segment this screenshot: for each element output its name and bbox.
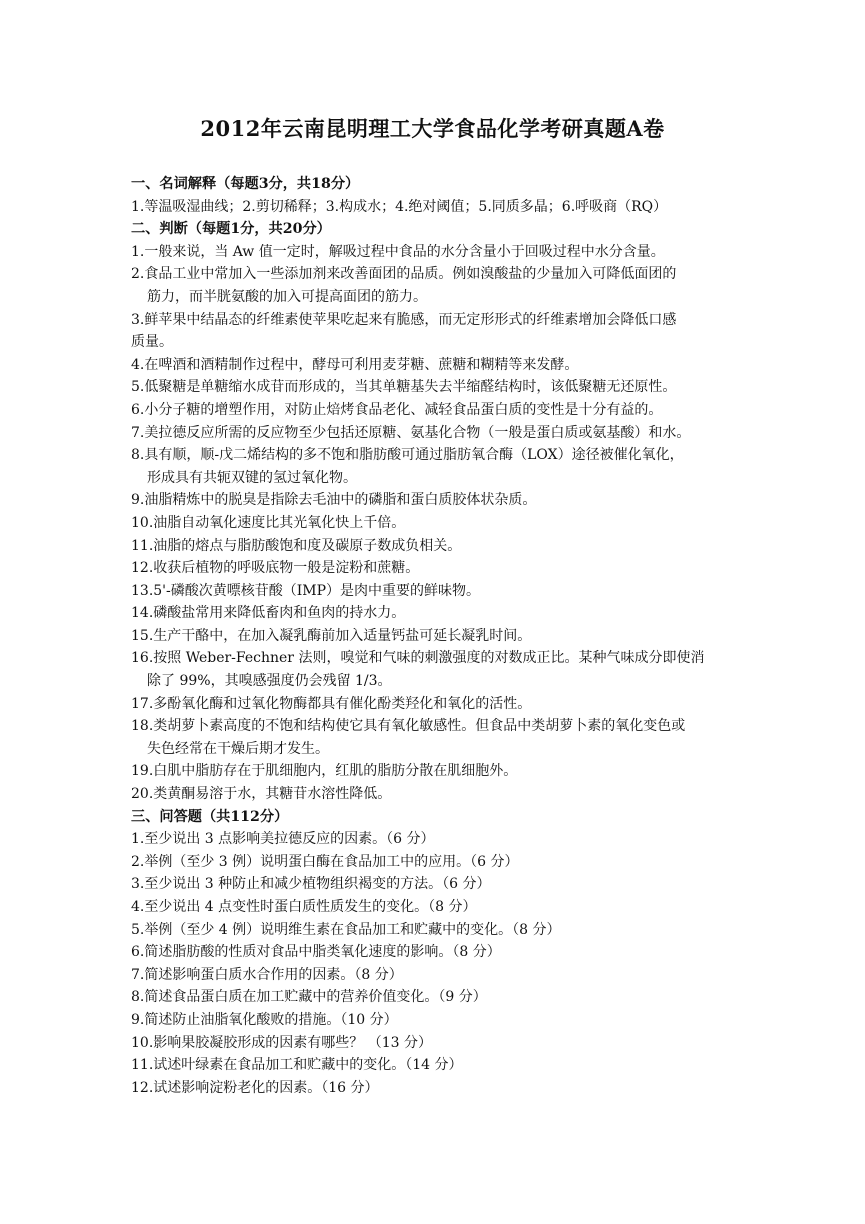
exam-content: [131, 173, 741, 1099]
judgment-item-continuation: 质量。: [131, 334, 173, 351]
question-item: 9.简述防止油脂氧化酸败的措施。（10 分）: [131, 1011, 398, 1028]
question-item: 2.举例（至少 3 例）说明蛋白酶在食品加工中的应用。（6 分）: [131, 853, 519, 870]
judgment-item: [131, 263, 741, 308]
judgment-item: [131, 783, 741, 806]
question-item: 12.试述影响淀粉老化的因素。（16 分）: [131, 1079, 379, 1096]
judgment-item-continuation: 除了 99%，其嗅感强度仍会残留 1/3。: [147, 673, 392, 690]
judgment-item: [131, 602, 741, 625]
section2-heading: 二、判断（每题1分，共20分）: [131, 221, 331, 238]
section1-heading: 一、名词解释（每题3分，共18分）: [131, 176, 360, 192]
judgment-item-text: 5.低聚糖是单糖缩水成苷而形成的，当其单糖基失去半缩醛结构时，该低聚糖无还原性。: [131, 379, 677, 396]
judgment-item: [131, 535, 741, 558]
judgment-item-text: 9.油脂精炼中的脱臭是指除去毛油中的磷脂和蛋白质胶体状杂质。: [131, 492, 537, 509]
judgment-item-text: 11.油脂的熔点与脂肪酸饱和度及碳原子数成负相关。: [131, 537, 462, 554]
judgment-item: [131, 715, 741, 760]
question-item: 10.影响果胶凝胶形成的因素有哪些？ （13 分）: [131, 1034, 432, 1051]
judgment-item-text: 7.美拉德反应所需的反应物至少包括还原糖、氨基化合物（一般是蛋白质或氨基酸）和水。: [131, 424, 691, 441]
judgment-item: [131, 693, 741, 716]
judgment-item-text: 14.磷酸盐常用来降低畜肉和鱼肉的持水力。: [131, 605, 406, 622]
judgment-item-text: 18.类胡萝卜素高度的不饱和结构使它具有氧化敏感性。但食品中类胡萝卜素的氧化变色或: [131, 718, 686, 735]
question-item: 7.简述影响蛋白质水合作用的因素。（8 分）: [131, 966, 403, 983]
judgment-item-text: 8.具有顺，顺-戊二烯结构的多不饱和脂肪酸可通过脂肪氧合酶（LOX）途径被催化氧化，: [131, 447, 684, 464]
judgment-item: [131, 241, 741, 264]
judgment-item-text: 20.类黄酮易溶于水，其糖苷水溶性降低。: [131, 786, 392, 803]
question-item: 3.至少说出 3 种防止和减少植物组织褐变的方法。（6 分）: [131, 876, 491, 893]
question-item: 1.至少说出 3 点影响美拉德反应的因素。（6 分）: [131, 831, 435, 848]
question-item: 11.试述叶绿素在食品加工和贮藏中的变化。（14 分）: [131, 1057, 463, 1074]
judgment-item: [131, 580, 741, 603]
judgment-item-continuation: 失色经常在干燥后期才发生。: [147, 740, 329, 757]
judgment-item-text: 4.在啤酒和酒精制作过程中，酵母可利用麦芽糖、蔗糖和糊精等来发酵。: [131, 356, 579, 373]
section3-list: [131, 828, 741, 1099]
judgment-item-text: 15.生产干酪中，在加入凝乳酶前加入适量钙盐可延长凝乳时间。: [131, 627, 532, 644]
judgment-item: [131, 309, 741, 354]
judgment-item-continuation: 形成具有共轭双键的氢过氧化物。: [147, 469, 357, 486]
judgment-item-text: 19.白肌中脂肪存在于肌细胞内，红肌的脂肪分散在肌细胞外。: [131, 763, 518, 780]
question-item: 4.至少说出 4 点变性时蛋白质性质发生的变化。（8 分）: [131, 899, 477, 915]
judgment-item: [131, 512, 741, 535]
judgment-item-text: 3.鲜苹果中结晶态的纤维素使苹果吃起来有脆感，而无定形形式的纤维素增加会降低口感: [131, 311, 677, 328]
section2-list: [131, 241, 741, 806]
judgment-item: [131, 422, 741, 445]
question-item: 8.简述食品蛋白质在加工贮藏中的营养价值变化。（9 分）: [131, 989, 487, 1006]
question-item: 5.举例（至少 4 例）说明维生素在食品加工和贮藏中的变化。（8 分）: [131, 921, 561, 938]
judgment-item: [131, 647, 741, 692]
question-item: 6.简述脂肪酸的性质对食品中脂类氧化速度的影响。（8 分）: [131, 944, 501, 961]
judgment-item: [131, 354, 741, 377]
judgment-item-text: 6.小分子糖的增塑作用，对防止焙烤食品老化、减轻食品蛋白质的变性是十分有益的。: [131, 401, 663, 418]
judgment-item: [131, 625, 741, 648]
judgment-item: [131, 376, 741, 399]
judgment-item-continuation: 筋力，而半胱氨酸的加入可提高面团的筋力。: [147, 288, 427, 305]
judgment-item-text: 2.食品工业中常加入一些添加剂来改善面团的品质。例如溴酸盐的少量加入可降低面团的: [131, 266, 677, 283]
judgment-item-text: 12.收获后植物的呼吸底物一般是淀粉和蔗糖。: [131, 560, 420, 577]
judgment-item-text: 1.一般来说，当 Aw 值一定时，解吸过程中食品的水分含量小于回吸过程中水分含量。: [131, 243, 665, 260]
judgment-item-text: 13.5'-磷酸次黄嘌核苷酸（IMP）是肉中重要的鲜味物。: [131, 582, 481, 599]
judgment-item: [131, 489, 741, 512]
judgment-item-text: 16.按照 Weber-Fechner 法则，嗅觉和气味的刺激强度的对数成正比。某种气味成分即使消: [131, 650, 705, 667]
judgment-item-text: 17.多酚氧化酶和过氧化物酶都具有催化酚类羟化和氧化的活性。: [131, 695, 532, 712]
judgment-item: [131, 557, 741, 580]
judgment-item: [131, 399, 741, 422]
judgment-item-text: 10.油脂自动氧化速度比其光氧化快上千倍。: [131, 514, 406, 531]
judgment-item: [131, 760, 741, 783]
judgment-item: [131, 444, 741, 489]
section3-heading: 三、问答题（共112分）: [131, 808, 289, 825]
section1-terms: 1.等温吸湿曲线；2.剪切稀释；3.构成水；4.绝对阈值；5.同质多晶；6.呼吸商（RQ）: [131, 198, 668, 215]
page-title: 2012年云南昆明理工大学食品化学考研真题A卷: [200, 116, 665, 141]
